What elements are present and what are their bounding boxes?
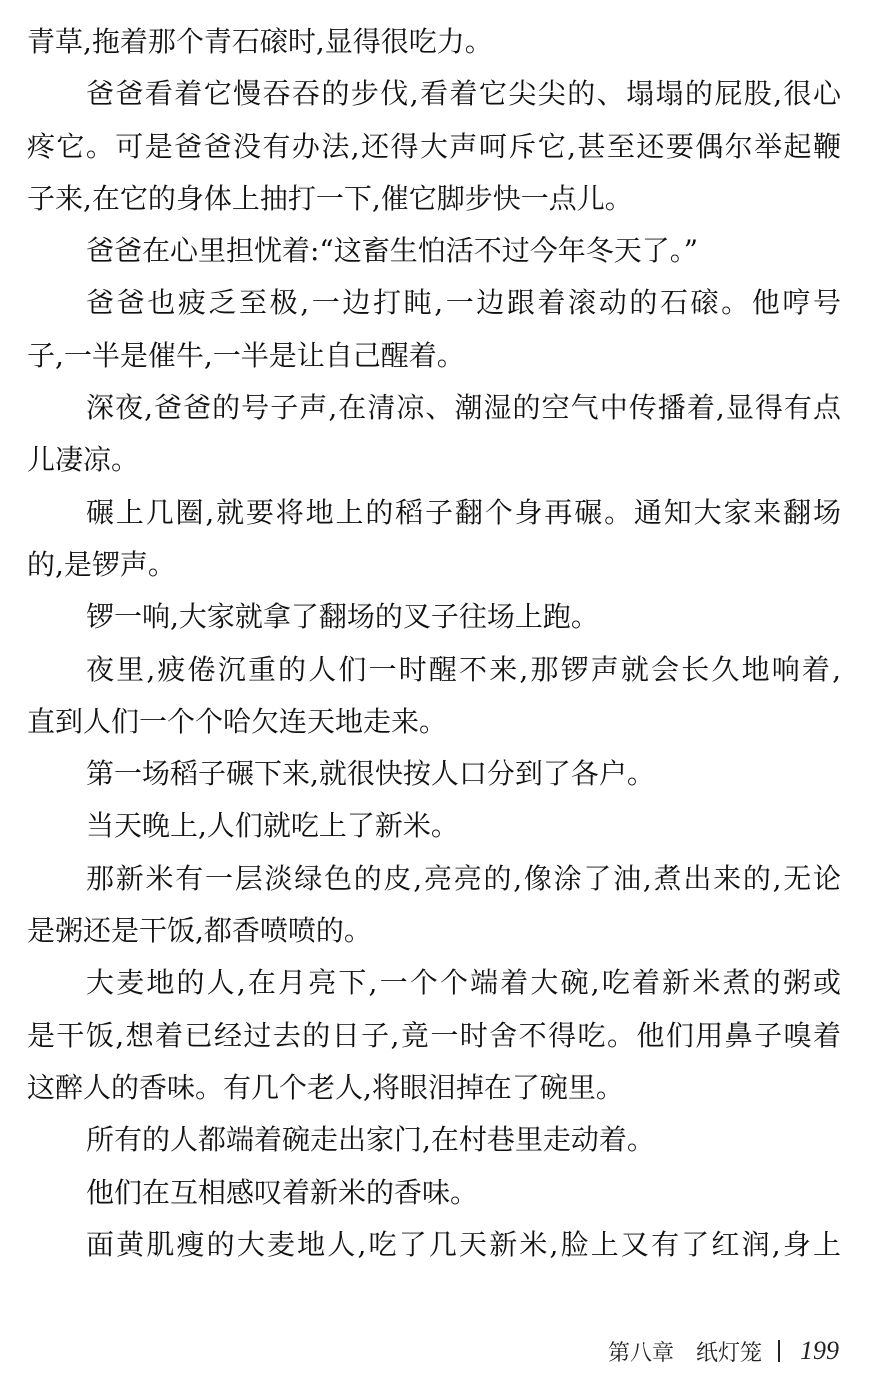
text-line: 是粥还是干饭,都香喷喷的。 [27, 914, 372, 948]
text-line: 的,是锣声。 [27, 547, 176, 581]
text-line: 锣一响,大家就拿了翻场的叉子往场上跑。 [86, 600, 599, 634]
text-line: 子来,在它的身体上抽打一下,催它脚步快一点儿。 [27, 181, 633, 215]
footer-divider [778, 1340, 780, 1362]
text-line: 所有的人都端着碗走出家门,在村巷里走动着。 [86, 1123, 655, 1157]
text-line: 疼它。可是爸爸没有办法,还得大声呵斥它,甚至还要偶尔举起鞭 [27, 129, 841, 163]
text-line: 青草,拖着那个青石磙时,显得很吃力。 [27, 25, 493, 58]
body-text [27, 16, 841, 1271]
text-line: 子,一半是催牛,一半是让自己醒着。 [27, 338, 465, 372]
text-line: 是干饭,想着已经过去的日子,竟一时舍不得吃。他们用鼻子嗅着 [27, 1018, 841, 1052]
text-line: 那新米有一层淡绿色的皮,亮亮的,像涂了油,煮出来的,无论 [86, 861, 841, 895]
page-footer [608, 1333, 839, 1369]
text-line: 直到人们一个个哈欠连天地走来。 [27, 704, 448, 738]
chapter-label: 第八章 [607, 1340, 674, 1366]
page-number: 199 [800, 1336, 839, 1365]
text-line: 大麦地的人,在月亮下,一个个端着大碗,吃着新米煮的粥或 [86, 966, 841, 1000]
text-line: 这醉人的香味。有几个老人,将眼泪掉在了碗里。 [27, 1070, 624, 1104]
chapter-title: 纸灯笼 [695, 1340, 762, 1366]
text-line: 夜里,疲倦沉重的人们一时醒不来,那锣声就会长久地响着, [86, 652, 841, 686]
text-line: 第一场稻子碾下来,就很快按人口分到了各户。 [86, 757, 655, 791]
text-line: 儿凄凉。 [27, 443, 140, 477]
text-line: 爸爸在心里担忧着:“这畜生怕活不过今年冬天了。” [86, 234, 699, 268]
text-line: 深夜,爸爸的号子声,在清凉、潮湿的空气中传播着,显得有点 [86, 391, 841, 425]
text-line: 爸爸看着它慢吞吞的步伐,看着它尖尖的、塌塌的屁股,很心 [86, 77, 841, 111]
text-line: 爸爸也疲乏至极,一边打盹,一边跟着滚动的石磙。他哼号 [86, 286, 841, 320]
text-line: 面黄肌瘦的大麦地人,吃了几天新米,脸上又有了红润,身上 [86, 1227, 841, 1261]
text-line: 当天晚上,人们就吃上了新米。 [86, 809, 459, 843]
text-line: 碾上几圈,就要将地上的稻子翻个身再碾。通知大家来翻场 [86, 495, 841, 529]
text-line: 他们在互相感叹着新米的香味。 [86, 1175, 479, 1209]
